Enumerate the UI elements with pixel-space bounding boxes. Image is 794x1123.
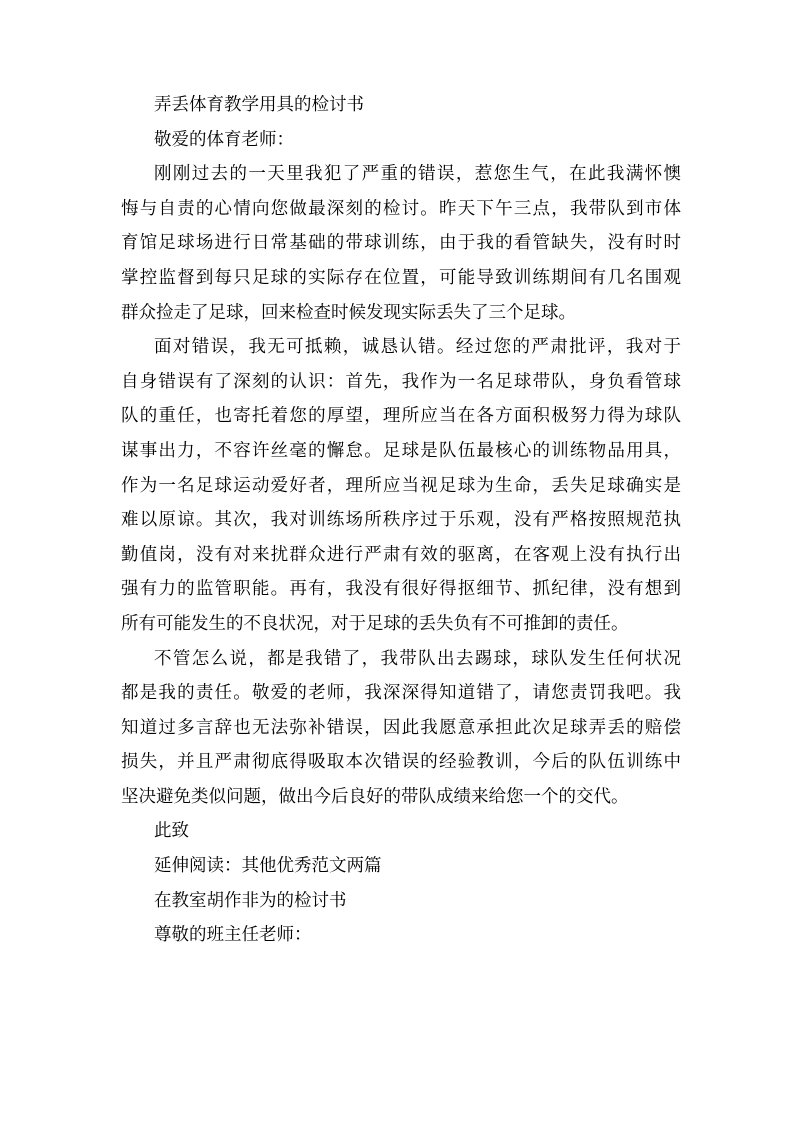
paragraph-line: 所有可能发生的不良状况，对于足球的丢失负有不可推卸的责任。: [121, 613, 629, 634]
paragraph-line: 强有力的监管职能。再有，我没有很好得抠细节、抓纪律，没有想到: [121, 579, 681, 600]
paragraph-line: 掌控监督到每只足球的实际存在位置，可能导致训练期间有几名围观: [121, 267, 681, 288]
paragraph-line: 队的重任，也寄托着您的厚望，理所应当在各方面积极努力得为球队: [121, 406, 681, 427]
paragraph-line: 损失，并且严肃彻底得吸取本次错误的经验教训，今后的队伍训练中: [121, 752, 681, 773]
paragraph-line: 悔与自责的心情向您做最深刻的检讨。昨天下午三点，我带队到市体: [121, 198, 681, 219]
paragraph-line: 不管怎么说，都是我错了，我带队出去踢球，球队发生任何状况: [154, 648, 681, 669]
document-title: 弄丢体育教学用具的检讨书: [154, 95, 364, 115]
second-salutation: 尊敬的班主任老师：: [154, 925, 312, 946]
paragraph-line: 群众捡走了足球，回来检查时候发现实际丢失了三个足球。: [121, 302, 576, 323]
paragraph-1: [121, 157, 681, 330]
paragraph-line: 知道过多言辞也无法弥补错误，因此我愿意承担此次足球弄丢的赔偿: [121, 717, 681, 738]
paragraph-line: 勤值岗，没有对来扰群众进行严肃有效的驱离，在客观上没有执行出: [121, 544, 681, 565]
paragraph-line: 育馆足球场进行日常基础的带球训练，由于我的看管缺失，没有时时: [121, 233, 681, 254]
paragraph-line: 自身错误有了深刻的认识：首先，我作为一名足球带队，身负看管球: [121, 371, 681, 392]
paragraph-line: 都是我的责任。敬爱的老师，我深深得知道错了，请您责罚我吧。我: [121, 683, 681, 704]
paragraph-line: 刚刚过去的一天里我犯了严重的错误，惹您生气，在此我满怀懊: [154, 164, 681, 185]
paragraph-line: 作为一名足球运动爱好者，理所应当视足球为生命，丢失足球确实是: [121, 475, 681, 496]
closing: 此致: [154, 821, 189, 842]
extended-reading-heading: 延伸阅读：其他优秀范文两篇: [154, 856, 382, 877]
paragraph-line: 面对错误，我无可抵赖，诚恳认错。经过您的严肃批评，我对于: [154, 337, 681, 358]
paragraph-line: 难以原谅。其次，我对训练场所秩序过于乐观，没有严格按照规范执: [121, 510, 681, 531]
paragraph-line: 谋事出力，不容许丝毫的懈怠。足球是队伍最核心的训练物品用具，: [121, 440, 681, 461]
paragraph-2: [121, 330, 681, 641]
second-document-title: 在教室胡作非为的检讨书: [154, 890, 347, 911]
document-body: [121, 88, 681, 953]
paragraph-line: 坚决避免类似问题，做出今后良好的带队成绩来给您一个的交代。: [121, 786, 629, 807]
paragraph-3: [121, 642, 681, 815]
salutation: 敬爱的体育老师：: [154, 129, 294, 150]
